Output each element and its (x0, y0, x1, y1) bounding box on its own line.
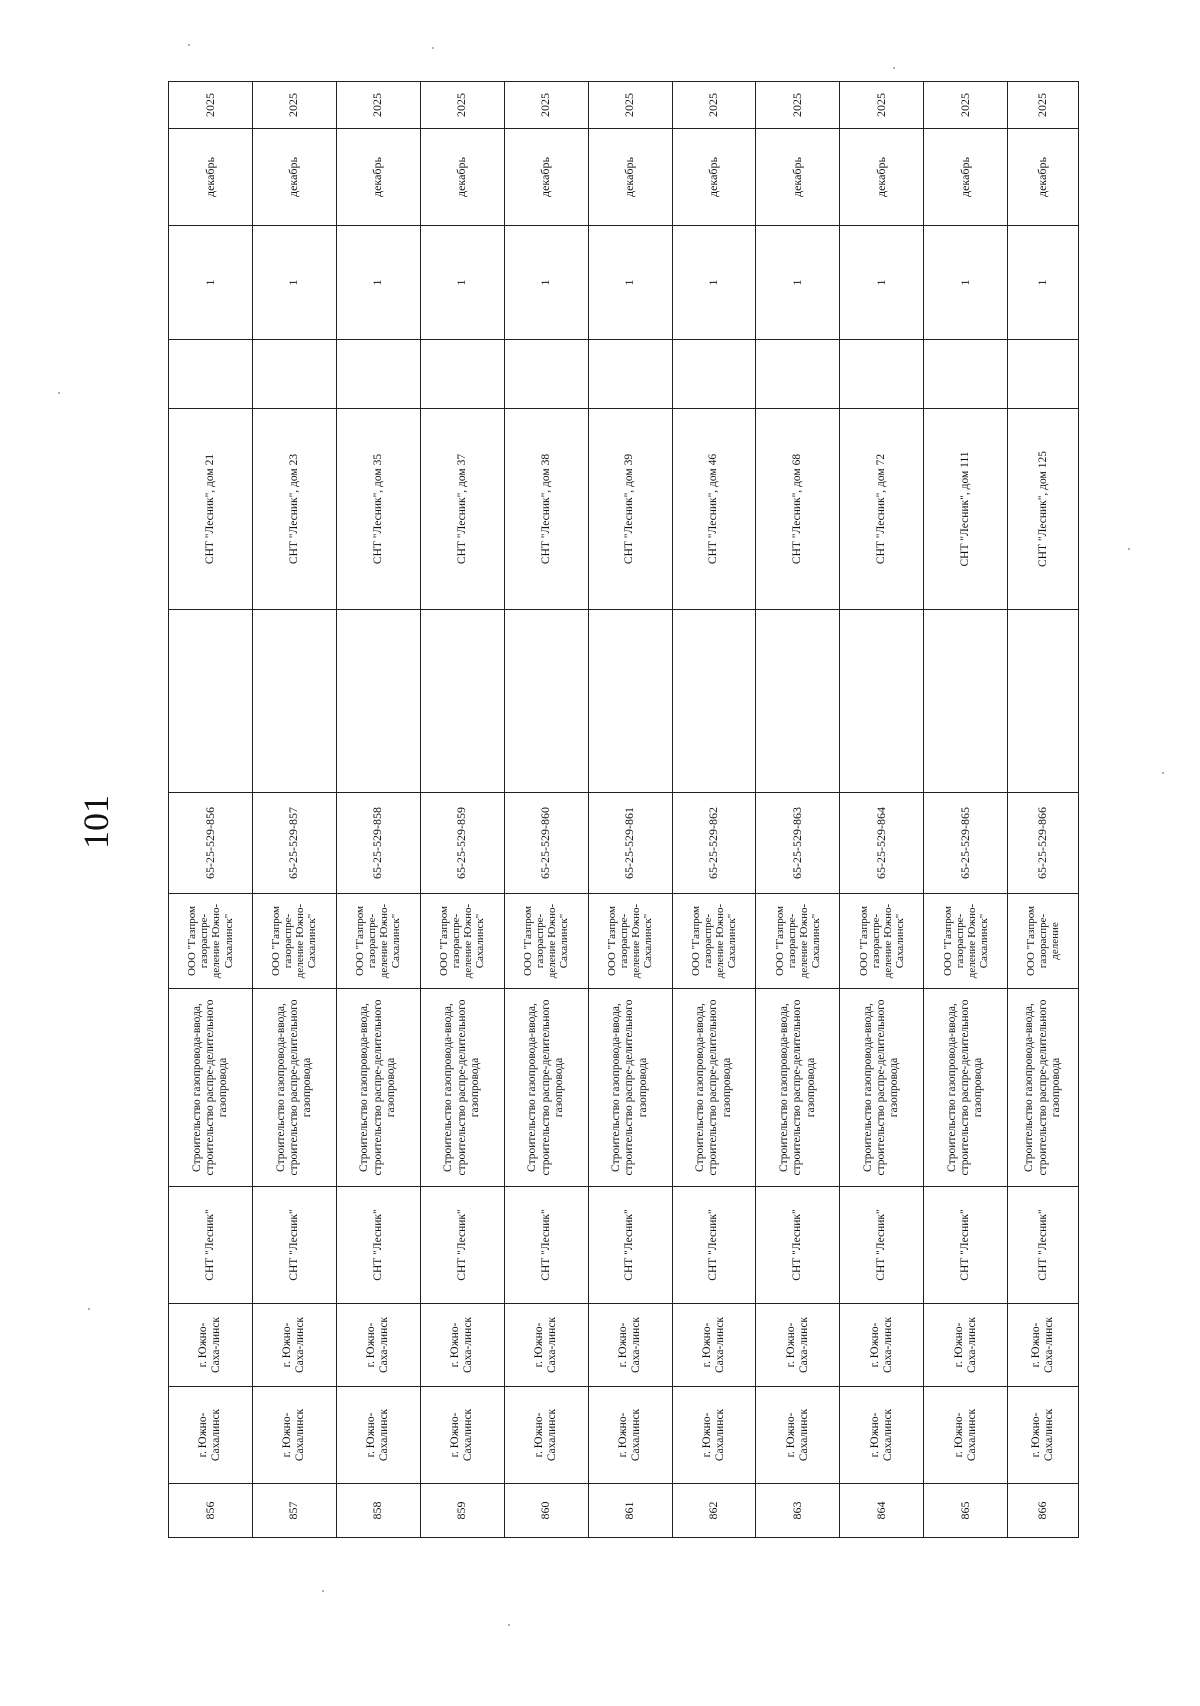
address-cell: СНТ "Лесник", дом 35 (336, 409, 420, 610)
row-number: 859 (420, 1484, 504, 1538)
row-number: 861 (588, 1484, 672, 1538)
organization-cell: ООО "Газпром газораспре-деление Южно-Сахалинск" (840, 894, 924, 989)
year-cell: 2025 (504, 82, 588, 129)
empty-cell (336, 610, 420, 793)
year-cell: 2025 (672, 82, 756, 129)
district-cell: г. Южно-Сахалинск (672, 1387, 756, 1484)
row-number: 858 (336, 1484, 420, 1538)
empty-cell (252, 340, 336, 409)
work-description-cell: Строительство газопровода-ввода, строительство распре-делительного газопровода (840, 989, 924, 1187)
empty-cell (336, 340, 420, 409)
empty-cell (1008, 340, 1079, 409)
district-cell: г. Южно-Сахалинск (504, 1387, 588, 1484)
registry-code-cell: 65-25-529-863 (756, 793, 840, 894)
organization-cell: ООО "Газпром газораспре-деление Южно-Сахалинск" (924, 894, 1008, 989)
month-cell: декабрь (169, 129, 253, 226)
month-cell: декабрь (1008, 129, 1079, 226)
locality-cell: г. Южно-Саха-линск (924, 1304, 1008, 1387)
empty-cell (420, 610, 504, 793)
month-cell: декабрь (840, 129, 924, 226)
empty-cell (588, 610, 672, 793)
organization-cell: ООО "Газпром газораспре-деление Южно-Сахалинск" (252, 894, 336, 989)
locality-cell: г. Южно-Саха-линск (1008, 1304, 1079, 1387)
month-cell: декабрь (420, 129, 504, 226)
work-description-cell: Строительство газопровода-ввода, строительство распре-делительного газопровода (756, 989, 840, 1187)
year-cell: 2025 (252, 82, 336, 129)
quantity-cell: 1 (169, 226, 253, 340)
district-cell: г. Южно-Сахалинск (924, 1387, 1008, 1484)
empty-cell (252, 610, 336, 793)
district-cell: г. Южно-Сахалинск (756, 1387, 840, 1484)
district-cell: г. Южно-Сахалинск (840, 1387, 924, 1484)
organization-cell: ООО "Газпром газораспре-деление Южно-Сахалинск" (169, 894, 253, 989)
row-number: 857 (252, 1484, 336, 1538)
locality-cell: г. Южно-Саха-линск (420, 1304, 504, 1387)
empty-cell (672, 610, 756, 793)
work-description-cell: Строительство газопровода-ввода, строительство распре-делительного газопровода (420, 989, 504, 1187)
year-cell: 2025 (420, 82, 504, 129)
registry-table-container (168, 82, 1079, 1538)
locality-cell: г. Южно-Саха-линск (336, 1304, 420, 1387)
registry-code-cell: 65-25-529-856 (169, 793, 253, 894)
district-cell: г. Южно-Сахалинск (420, 1387, 504, 1484)
year-cell: 2025 (588, 82, 672, 129)
year-cell: 2025 (336, 82, 420, 129)
work-description-cell: Строительство газопровода-ввода, строительство распре-делительного газопровода (336, 989, 420, 1187)
empty-cell (588, 340, 672, 409)
table-row (924, 82, 1008, 1538)
address-cell: СНТ "Лесник", дом 111 (924, 409, 1008, 610)
year-cell: 2025 (924, 82, 1008, 129)
table-row (672, 82, 756, 1538)
object-cell: СНТ "Лесник" (504, 1187, 588, 1304)
year-cell: 2025 (840, 82, 924, 129)
organization-cell: ООО "Газпром газораспре-деление (1008, 894, 1079, 989)
table-row (420, 82, 504, 1538)
organization-cell: ООО "Газпром газораспре-деление Южно-Сахалинск" (420, 894, 504, 989)
quantity-cell: 1 (588, 226, 672, 340)
address-cell: СНТ "Лесник", дом 38 (504, 409, 588, 610)
table-row (504, 82, 588, 1538)
object-cell: СНТ "Лесник" (924, 1187, 1008, 1304)
year-cell: 2025 (169, 82, 253, 129)
month-cell: декабрь (336, 129, 420, 226)
locality-cell: г. Южно-Саха-линск (169, 1304, 253, 1387)
empty-cell (756, 610, 840, 793)
address-cell: СНТ "Лесник", дом 125 (1008, 409, 1079, 610)
quantity-cell: 1 (1008, 226, 1079, 340)
quantity-cell: 1 (840, 226, 924, 340)
object-cell: СНТ "Лесник" (756, 1187, 840, 1304)
row-number: 862 (672, 1484, 756, 1538)
district-cell: г. Южно-Сахалинск (252, 1387, 336, 1484)
organization-cell: ООО "Газпром газораспре-деление Южно-Сахалинск" (672, 894, 756, 989)
object-cell: СНТ "Лесник" (252, 1187, 336, 1304)
table-row (1008, 82, 1079, 1538)
registry-code-cell: 65-25-529-865 (924, 793, 1008, 894)
row-number: 856 (169, 1484, 253, 1538)
empty-cell (672, 340, 756, 409)
table-row (336, 82, 420, 1538)
month-cell: декабрь (252, 129, 336, 226)
district-cell: г. Южно-Сахалинск (336, 1387, 420, 1484)
locality-cell: г. Южно-Саха-линск (588, 1304, 672, 1387)
address-cell: СНТ "Лесник", дом 23 (252, 409, 336, 610)
row-number: 863 (756, 1484, 840, 1538)
address-cell: СНТ "Лесник", дом 37 (420, 409, 504, 610)
address-cell: СНТ "Лесник", дом 72 (840, 409, 924, 610)
month-cell: декабрь (756, 129, 840, 226)
address-cell: СНТ "Лесник", дом 46 (672, 409, 756, 610)
address-cell: СНТ "Лесник", дом 21 (169, 409, 253, 610)
work-description-cell: Строительство газопровода-ввода, строительство распре-делительного газопровода (1008, 989, 1079, 1187)
registry-code-cell: 65-25-529-866 (1008, 793, 1079, 894)
registry-code-cell: 65-25-529-859 (420, 793, 504, 894)
row-number: 865 (924, 1484, 1008, 1538)
page-number: 101 (76, 795, 116, 849)
district-cell: г. Южно-Сахалинск (1008, 1387, 1079, 1484)
quantity-cell: 1 (504, 226, 588, 340)
empty-cell (840, 610, 924, 793)
empty-cell (1008, 610, 1079, 793)
quantity-cell: 1 (252, 226, 336, 340)
registry-code-cell: 65-25-529-862 (672, 793, 756, 894)
year-cell: 2025 (1008, 82, 1079, 129)
row-number: 860 (504, 1484, 588, 1538)
registry-code-cell: 65-25-529-860 (504, 793, 588, 894)
month-cell: декабрь (504, 129, 588, 226)
work-description-cell: Строительство газопровода-ввода, строительство распре-делительного газопровода (588, 989, 672, 1187)
work-description-cell: Строительство газопровода-ввода, строительство распре-делительного газопровода (252, 989, 336, 1187)
registry-code-cell: 65-25-529-864 (840, 793, 924, 894)
row-number: 864 (840, 1484, 924, 1538)
organization-cell: ООО "Газпром газораспре-деление Южно-Сахалинск" (504, 894, 588, 989)
object-cell: СНТ "Лесник" (169, 1187, 253, 1304)
quantity-cell: 1 (756, 226, 840, 340)
locality-cell: г. Южно-Саха-линск (672, 1304, 756, 1387)
table-row (169, 82, 253, 1538)
empty-cell (924, 610, 1008, 793)
quantity-cell: 1 (924, 226, 1008, 340)
table-row (588, 82, 672, 1538)
empty-cell (169, 610, 253, 793)
year-cell: 2025 (756, 82, 840, 129)
quantity-cell: 1 (420, 226, 504, 340)
row-number: 866 (1008, 1484, 1079, 1538)
quantity-cell: 1 (672, 226, 756, 340)
locality-cell: г. Южно-Саха-линск (756, 1304, 840, 1387)
empty-cell (504, 340, 588, 409)
month-cell: декабрь (588, 129, 672, 226)
locality-cell: г. Южно-Саха-линск (252, 1304, 336, 1387)
work-description-cell: Строительство газопровода-ввода, строительство распре-делительного газопровода (504, 989, 588, 1187)
organization-cell: ООО "Газпром газораспре-деление Южно-Сахалинск" (588, 894, 672, 989)
work-description-cell: Строительство газопровода-ввода, строительство распре-делительного газопровода (672, 989, 756, 1187)
empty-cell (924, 340, 1008, 409)
object-cell: СНТ "Лесник" (672, 1187, 756, 1304)
object-cell: СНТ "Лесник" (840, 1187, 924, 1304)
empty-cell (420, 340, 504, 409)
quantity-cell: 1 (336, 226, 420, 340)
object-cell: СНТ "Лесник" (588, 1187, 672, 1304)
locality-cell: г. Южно-Саха-линск (840, 1304, 924, 1387)
registry-table (168, 81, 1079, 1538)
month-cell: декабрь (924, 129, 1008, 226)
registry-code-cell: 65-25-529-861 (588, 793, 672, 894)
empty-cell (169, 340, 253, 409)
table-row (840, 82, 924, 1538)
empty-cell (504, 610, 588, 793)
address-cell: СНТ "Лесник", дом 39 (588, 409, 672, 610)
table-row (756, 82, 840, 1538)
table-row (252, 82, 336, 1538)
registry-code-cell: 65-25-529-857 (252, 793, 336, 894)
object-cell: СНТ "Лесник" (1008, 1187, 1079, 1304)
registry-code-cell: 65-25-529-858 (336, 793, 420, 894)
district-cell: г. Южно-Сахалинск (169, 1387, 253, 1484)
work-description-cell: Строительство газопровода-ввода, строительство распре-делительного газопровода (169, 989, 253, 1187)
object-cell: СНТ "Лесник" (420, 1187, 504, 1304)
empty-cell (840, 340, 924, 409)
address-cell: СНТ "Лесник", дом 68 (756, 409, 840, 610)
district-cell: г. Южно-Сахалинск (588, 1387, 672, 1484)
work-description-cell: Строительство газопровода-ввода, строительство распре-делительного газопровода (924, 989, 1008, 1187)
object-cell: СНТ "Лесник" (336, 1187, 420, 1304)
locality-cell: г. Южно-Саха-линск (504, 1304, 588, 1387)
empty-cell (756, 340, 840, 409)
organization-cell: ООО "Газпром газораспре-деление Южно-Сахалинск" (336, 894, 420, 989)
organization-cell: ООО "Газпром газораспре-деление Южно-Сахалинск" (756, 894, 840, 989)
month-cell: декабрь (672, 129, 756, 226)
